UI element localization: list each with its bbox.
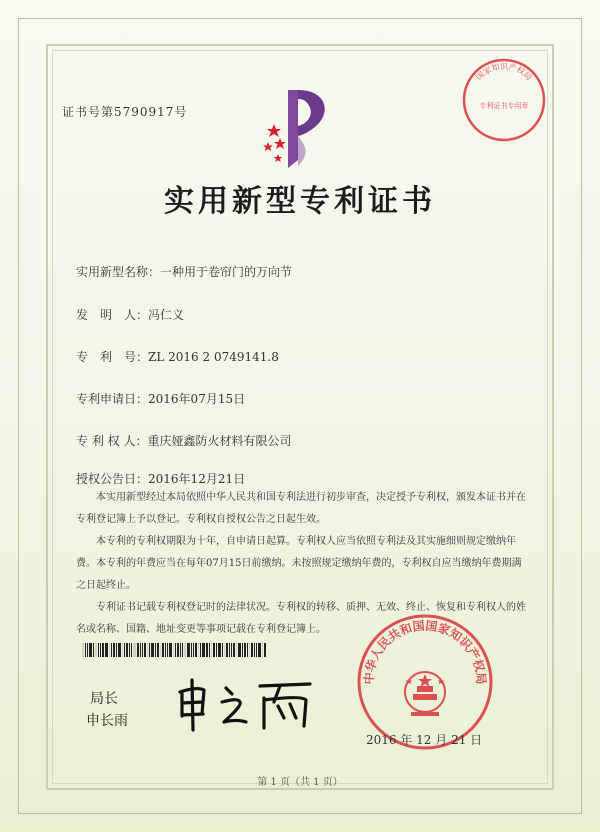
patent-number-value: ZL 2016 2 0749141.8 (148, 350, 279, 364)
barcode-bar (256, 643, 257, 657)
patent-number-row (76, 348, 279, 365)
barcode-bar (206, 643, 208, 657)
barcode-bar (216, 643, 217, 657)
barcode-bar (182, 643, 183, 657)
barcode-bar (222, 643, 223, 657)
barcode-bar (177, 643, 179, 657)
barcode-bar (202, 643, 205, 657)
barcode-bar (236, 643, 237, 657)
barcode-bar (180, 643, 181, 657)
barcode-bar (85, 643, 86, 657)
barcode-bar (251, 643, 253, 657)
barcode-bar (231, 643, 232, 657)
barcode-bar (151, 643, 154, 657)
barcode-bar (126, 643, 128, 657)
barcode-bar (165, 643, 166, 657)
barcode-bar (224, 643, 225, 657)
page-number: 第 1 页（共 1 页） (257, 777, 343, 788)
barcode-bar (116, 643, 117, 657)
barcode-bar (213, 643, 215, 657)
certificate-title: 实用新型专利证书 (164, 184, 436, 219)
patentee-row (76, 432, 291, 449)
barcode-bar (198, 643, 199, 657)
barcode-bar (111, 643, 112, 657)
barcode-bar (193, 643, 194, 657)
utility-name-value: 一种用于卷帘门的万向节 (160, 265, 293, 279)
apply-date-row (76, 390, 245, 407)
inventor-value: 冯仁义 (148, 308, 185, 322)
barcode-bar (144, 643, 146, 657)
barcode-bar (93, 643, 94, 657)
barcode-bar (109, 643, 110, 657)
barcode-bar (167, 643, 168, 657)
publication-date-row (76, 470, 245, 487)
barcode-bar (242, 643, 243, 657)
barcode-bar (160, 643, 161, 657)
barcode-bar (162, 643, 164, 657)
director-signature (170, 672, 320, 734)
utility-name-row (76, 263, 292, 280)
barcode-bar (100, 643, 101, 657)
barcode-bar (149, 643, 150, 657)
barcode-bar (129, 643, 130, 657)
barcode-bar (249, 643, 250, 657)
barcode-bar (87, 643, 88, 657)
barcode-bar (147, 643, 148, 657)
barcode-bar (95, 643, 97, 657)
barcode-bar (157, 643, 159, 657)
seal-date: 2016 年 12 月 21 日 (366, 733, 483, 747)
barcode-bar (262, 643, 263, 657)
barcode-bar (247, 643, 248, 657)
patentee-label: 专 利 权 人： (76, 434, 148, 448)
patentee-value: 重庆娅鑫防火材料有限公司 (147, 434, 292, 448)
barcode-bar (244, 643, 246, 657)
patent-seal-small (460, 56, 548, 144)
barcode-bar (118, 643, 121, 657)
body-paragraph-1: 本实用新型经过本局依照中华人民共和国专利法进行初步审查，决定授予专利权，颁发本证书并在专利登记簿上予以登记。专利权自授权公告之日起生效。 (76, 492, 526, 525)
small-seal-inner-text: 专利证书专用章 (479, 102, 529, 110)
barcode-bar (211, 643, 212, 657)
barcode-bar (82, 643, 84, 657)
barcode-bar (122, 643, 123, 657)
official-seal-text: 中华人民共和国国家知识产权局 (361, 618, 489, 685)
barcode-bar (142, 643, 143, 657)
barcode-bar (133, 643, 136, 657)
barcode-bar (233, 643, 235, 657)
barcode-bar (218, 643, 221, 657)
barcode (82, 643, 297, 657)
publication-date-value: 2016年12月21日 (148, 472, 246, 486)
svg-text:国家知识产权局 (475, 61, 534, 82)
barcode-bar (113, 643, 115, 657)
barcode-bar (155, 643, 156, 657)
apply-date-value: 2016年07月15日 (148, 392, 246, 406)
barcode-bar (184, 643, 186, 657)
barcode-bar (238, 643, 241, 657)
inventor-label: 发 明 人： (76, 308, 149, 322)
barcode-bar (187, 643, 190, 657)
barcode-bar (169, 643, 172, 657)
barcode-bar (195, 643, 197, 657)
small-seal-arc-text: 国家知识产权局 (474, 61, 534, 83)
barcode-bar (173, 643, 174, 657)
utility-name-label: 实用新型名称： (76, 265, 161, 279)
body-paragraph-2: 本专利的专利权期限为十年，自申请日起算。专利权人应当依照专利法及其实施细则规定缴纳年费。本专利的年费应当在每年07月15日前缴纳。未按照规定缴纳年费的，专利权自应当缴纳年费期满之日起终止。 (76, 536, 522, 591)
barcode-bar (131, 643, 132, 657)
certificate-number: 证书号第5790917号 (62, 105, 188, 119)
barcode-bar (124, 643, 125, 657)
director-title: 局长 (90, 691, 118, 707)
barcode-bar (102, 643, 104, 657)
barcode-bar (254, 643, 255, 657)
barcode-bar (89, 643, 92, 657)
publication-date-label: 授权公告日： (76, 472, 149, 486)
barcode-bar (226, 643, 228, 657)
barcode-bar (175, 643, 176, 657)
inventor-row (76, 306, 184, 323)
barcode-bar (209, 643, 210, 657)
barcode-bar (200, 643, 201, 657)
barcode-bar (191, 643, 192, 657)
barcode-bar (98, 643, 99, 657)
svg-text:中华人民共和国国家知识产权局 (361, 619, 489, 685)
patent-number-label: 专 利 号： (76, 350, 149, 364)
barcode-bar (105, 643, 108, 657)
barcode-bar (140, 643, 141, 657)
body-paragraph-3: 专利证书记载专利权登记时的法律状况。专利权的转移、质押、无效、终止、恢复和专利权人的姓名或名称、国籍、地址变更等事项记载在专利登记簿上。 (76, 602, 526, 635)
barcode-bar (264, 643, 266, 657)
barcode-bar (137, 643, 139, 657)
barcode-bar (229, 643, 230, 657)
director-name: 申长雨 (86, 713, 128, 729)
barcode-bar (258, 643, 261, 657)
cnipa-emblem-icon (258, 82, 334, 172)
apply-date-label: 专利申请日： (76, 392, 149, 406)
